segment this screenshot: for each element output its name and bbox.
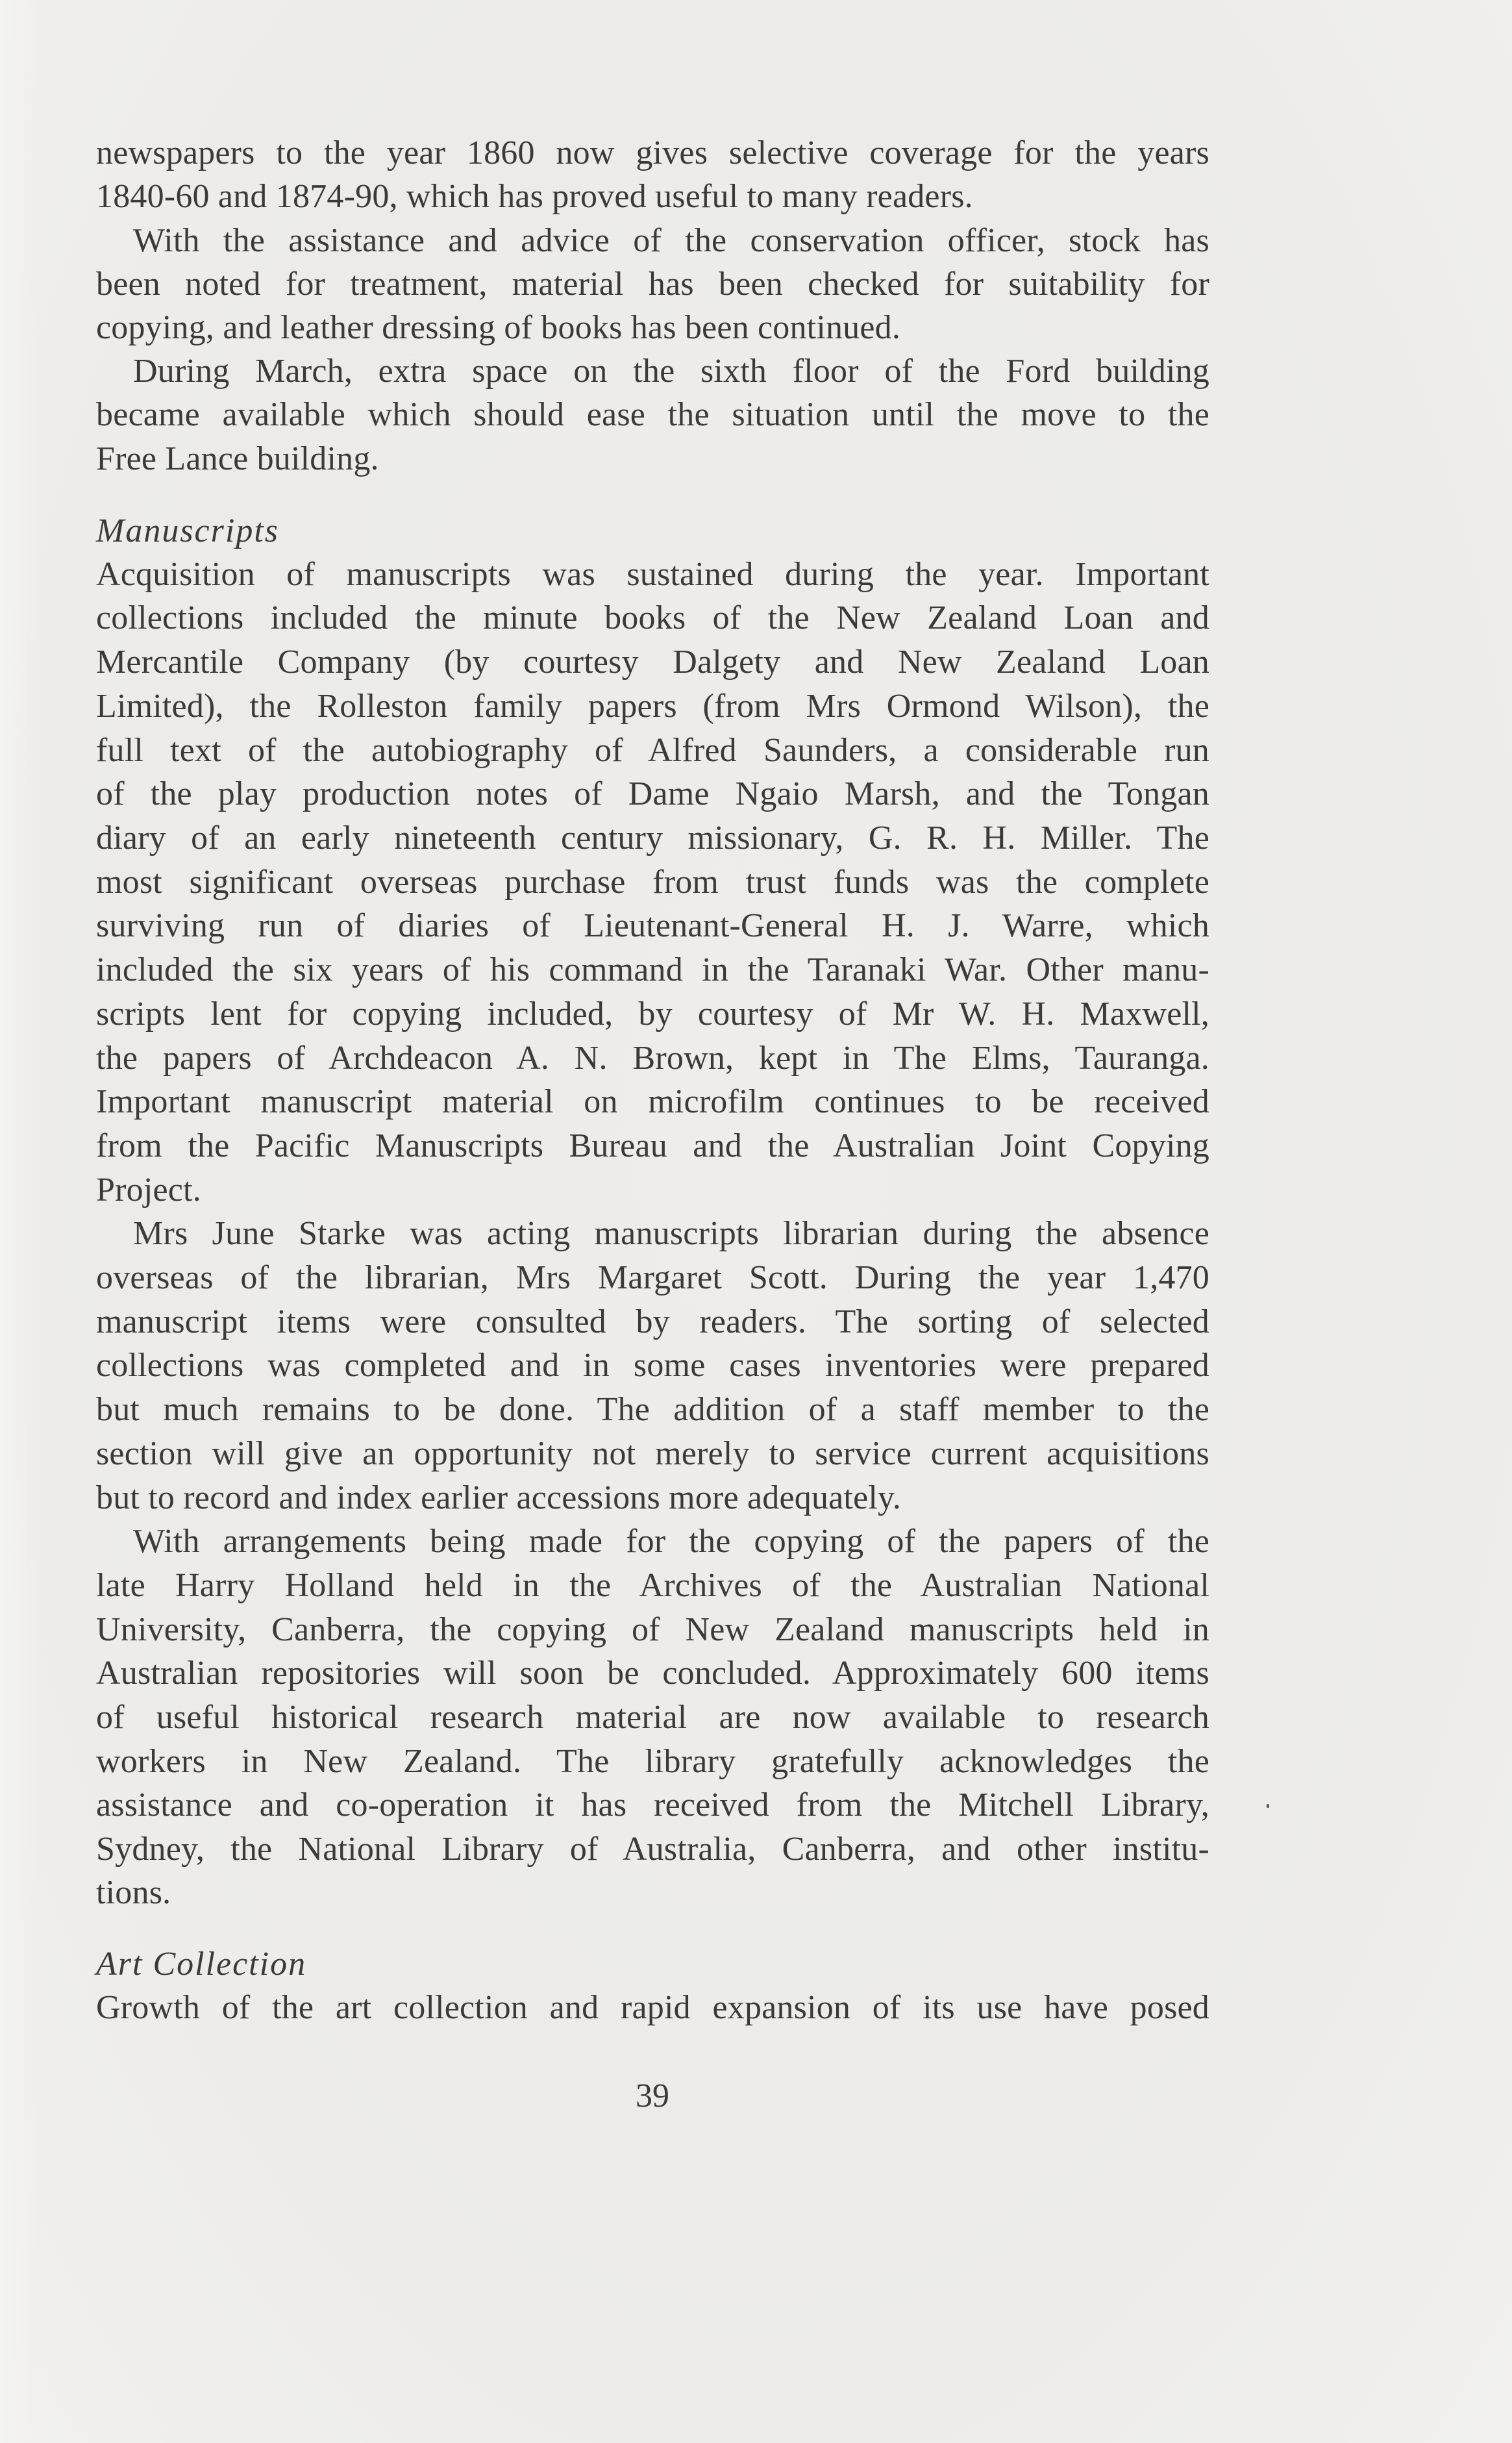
body-line: With the assistance and advice of the conservation officer, stock has [133, 222, 1209, 259]
page-edge-shadow [0, 0, 39, 2443]
body-line: Important manuscript material on microfilm continues to be received [96, 1083, 1209, 1120]
body-line: been noted for treatment, material has been checked for suitability for [96, 266, 1209, 303]
body-line: diary of an early nineteenth century missionary, G. R. H. Miller. The [96, 820, 1209, 857]
body-line: Mrs June Starke was acting manuscripts librarian during the absence [133, 1215, 1209, 1252]
body-line: With arrangements being made for the copying of the papers of the [133, 1523, 1209, 1560]
section-heading-art-collection: Art Collection [96, 1946, 307, 1983]
paper-speck [1267, 1804, 1269, 1808]
body-line: from the Pacific Manuscripts Bureau and the Australian Joint Copying [96, 1127, 1209, 1164]
body-line: Growth of the art collection and rapid expansion of its use have posed [96, 1989, 1209, 2026]
body-line: Limited), the Rolleston family papers (from Mrs Ormond Wilson), the [96, 688, 1209, 725]
body-line: Free Lance building. [96, 440, 379, 477]
body-line: collections included the minute books of the New Zealand Loan and [96, 599, 1209, 636]
body-line: copying, and leather dressing of books has been continued. [96, 309, 901, 346]
body-line: Sydney, the National Library of Australia, Canberra, and other institu- [96, 1831, 1209, 1868]
body-line: workers in New Zealand. The library gratefully acknowledges the [96, 1743, 1209, 1780]
body-line: but to record and index earlier accessions more adequately. [96, 1479, 902, 1516]
body-line: University, Canberra, the copying of New Zealand manuscripts held in [96, 1611, 1209, 1648]
body-line: assistance and co-operation it has received from the Mitchell Library, [96, 1786, 1209, 1823]
body-line: tions. [96, 1874, 171, 1911]
body-line: surviving run of diaries of Lieutenant-General H. J. Warre, which [96, 907, 1209, 944]
body-line: Australian repositories will soon be concluded. Approximately 600 items [96, 1655, 1209, 1692]
body-line: manuscript items were consulted by readers. The sorting of selected [96, 1303, 1209, 1340]
body-line: the papers of Archdeacon A. N. Brown, kept in The Elms, Tauranga. [96, 1040, 1209, 1077]
body-line: newspapers to the year 1860 now gives selective coverage for the years [96, 134, 1209, 171]
body-line: most significant overseas purchase from trust funds was the complete [96, 864, 1209, 901]
body-line: 1840-60 and 1874-90, which has proved useful to many readers. [96, 178, 973, 215]
body-line: section will give an opportunity not merely to service current acquisitions [96, 1435, 1209, 1472]
section-heading-manuscripts: Manuscripts [96, 512, 279, 549]
body-line: full text of the autobiography of Alfred Saunders, a considerable run [96, 732, 1209, 769]
body-line: late Harry Holland held in the Archives of the Australian National [96, 1567, 1209, 1604]
body-line: Mercantile Company (by courtesy Dalgety and New Zealand Loan [96, 644, 1209, 681]
body-line: scripts lent for copying included, by courtesy of Mr W. H. Maxwell, [96, 996, 1209, 1033]
body-line: of the play production notes of Dame Ngaio Marsh, and the Tongan [96, 775, 1209, 812]
body-line: but much remains to be done. The addition of a staff member to the [96, 1391, 1209, 1428]
body-line: collections was completed and in some cases inventories were prepared [96, 1347, 1209, 1384]
body-line: included the six years of his command in the Taranaki War. Other manu- [96, 951, 1209, 988]
body-line: Project. [96, 1171, 201, 1209]
body-line: became available which should ease the situation until the move to the [96, 396, 1209, 433]
body-line: of useful historical research material are now available to research [96, 1699, 1209, 1736]
body-line: During March, extra space on the sixth floor of the Ford building [133, 353, 1209, 390]
body-line: overseas of the librarian, Mrs Margaret Scott. During the year 1,470 [96, 1259, 1209, 1296]
body-line: Acquisition of manuscripts was sustained during the year. Important [96, 556, 1209, 593]
page-number: 39 [636, 2077, 669, 2114]
